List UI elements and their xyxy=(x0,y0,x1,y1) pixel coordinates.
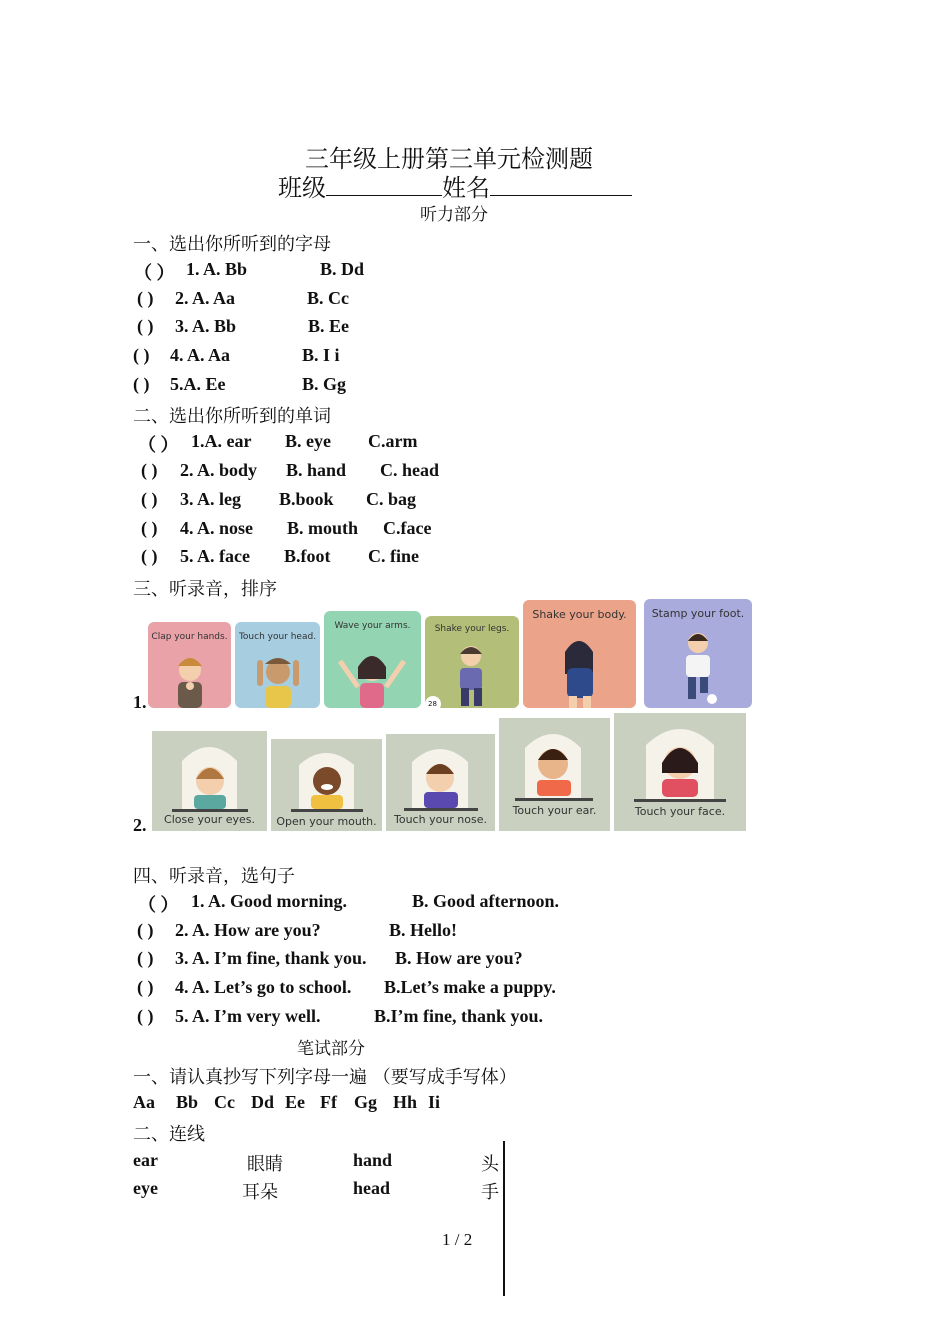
picture-card-stamp-foot xyxy=(644,599,752,708)
picture-card-close-eyes xyxy=(152,731,267,831)
answer-paren[interactable]: ( ) xyxy=(137,977,154,997)
picture-card-shake-legs xyxy=(425,616,519,708)
name-blank[interactable] xyxy=(490,175,632,196)
picture-card-touch-head xyxy=(235,622,320,708)
row2-number: 2. xyxy=(133,815,147,835)
boy-stamping-foot-illustration xyxy=(644,599,752,708)
card-caption: Touch your ear. xyxy=(512,804,597,817)
letter-pair: Bb xyxy=(176,1092,199,1112)
option-a: 4. A. Aa xyxy=(170,345,231,365)
picture-card-clap-hands xyxy=(148,622,231,708)
class-name-line xyxy=(278,168,632,203)
document-title: 三年级上册第三单元检测题 xyxy=(305,145,593,173)
card-caption: Stamp your foot. xyxy=(651,607,745,620)
option-c: C.face xyxy=(383,518,432,538)
girl-clapping-illustration xyxy=(148,622,231,708)
card-caption: Open your mouth. xyxy=(276,815,377,828)
letter-pair: Aa xyxy=(133,1092,155,1112)
card-caption: Shake your body. xyxy=(532,608,627,621)
option-b: B. Cc xyxy=(307,288,349,308)
option-b: B.book xyxy=(279,489,334,509)
option-a: 2. A. Aa xyxy=(175,288,236,308)
option-b: B. I i xyxy=(302,345,340,365)
option-b: B. Dd xyxy=(320,259,365,279)
card-caption: Wave your arms. xyxy=(334,621,411,631)
picture-card-touch-nose xyxy=(386,734,495,831)
sec1-heading: 一、选出你所听到的字母 xyxy=(133,234,331,255)
page-number-tag: 28 xyxy=(428,700,437,708)
option-a: 4. A. Let’s go to school. xyxy=(175,977,352,997)
option-a: 3. A. leg xyxy=(180,489,241,509)
option-b: B. eye xyxy=(285,431,331,451)
option-b: B. Ee xyxy=(308,316,350,336)
boy-shaking-legs-illustration xyxy=(425,616,519,708)
letter-pair: Ii xyxy=(428,1092,441,1112)
answer-paren[interactable]: ( ) xyxy=(137,948,154,968)
written-section-header: 笔试部分 xyxy=(297,1039,365,1059)
answer-paren[interactable]: ( ) xyxy=(137,920,154,940)
answer-paren[interactable]: （ ） xyxy=(138,895,179,915)
answer-paren[interactable]: ( ) xyxy=(133,345,150,365)
option-a: 2. A. How are you? xyxy=(175,920,321,940)
letter-pair: Gg xyxy=(354,1092,378,1112)
match-chinese-left[interactable]: 耳朵 xyxy=(242,1182,278,1203)
class-label: 班级 xyxy=(278,174,326,202)
option-a: 1. A. Bb xyxy=(186,259,248,279)
option-a: 2. A. body xyxy=(180,460,258,480)
card-caption: Shake your legs. xyxy=(434,624,510,634)
answer-paren[interactable]: ( ) xyxy=(141,489,158,509)
listening-section-header: 听力部分 xyxy=(420,205,488,225)
w2-heading: 二、连线 xyxy=(133,1124,205,1145)
w1-heading: 一、请认真抄写下列字母一遍 （要写成手写体） xyxy=(133,1067,517,1088)
letter-pair: Dd xyxy=(251,1092,275,1112)
answer-paren[interactable]: ( ) xyxy=(137,288,154,308)
option-a: 1.A. ear xyxy=(191,431,252,451)
answer-paren[interactable]: ( ) xyxy=(133,374,150,394)
option-a: 4. A. nose xyxy=(180,518,254,538)
option-b: B.I’m fine, thank you. xyxy=(374,1006,544,1026)
picture-card-touch-face xyxy=(614,713,746,831)
option-b: B. How are you? xyxy=(395,948,523,968)
answer-paren[interactable]: ( ) xyxy=(141,546,158,566)
letter-pair: Ee xyxy=(285,1092,305,1112)
girl-waving-illustration xyxy=(324,611,421,708)
option-c: C.arm xyxy=(368,431,418,451)
option-b: B. Gg xyxy=(302,374,347,394)
card-caption: Touch your head. xyxy=(238,632,317,642)
card-caption: Clap your hands. xyxy=(151,632,228,642)
vertical-divider xyxy=(503,1141,505,1296)
picture-card-touch-ear xyxy=(499,718,610,831)
match-english-left[interactable]: eye xyxy=(133,1178,158,1198)
class-blank[interactable] xyxy=(326,175,442,196)
option-a: 5. A. face xyxy=(180,546,250,566)
option-a: 5. A. I’m very well. xyxy=(175,1006,321,1026)
match-chinese-left[interactable]: 眼睛 xyxy=(247,1154,283,1175)
option-b: B. hand xyxy=(286,460,347,480)
picture-card-shake-body xyxy=(523,600,636,708)
match-english-right[interactable]: hand xyxy=(353,1150,393,1170)
option-b: B. Good afternoon. xyxy=(412,891,560,911)
option-a: 3. A. Bb xyxy=(175,316,237,336)
answer-paren[interactable]: （ ） xyxy=(134,263,175,283)
picture-card-open-mouth xyxy=(271,739,382,831)
page-footer: 1 / 2 xyxy=(442,1230,473,1249)
boy-touching-head-illustration xyxy=(235,622,320,708)
answer-paren[interactable]: ( ) xyxy=(137,1006,154,1026)
match-english-right[interactable]: head xyxy=(353,1178,391,1198)
option-b: B.Let’s make a puppy. xyxy=(384,977,556,997)
match-english-left[interactable]: ear xyxy=(133,1150,158,1170)
card-caption: Touch your nose. xyxy=(394,813,487,826)
option-a: 5.A. Ee xyxy=(170,374,226,394)
letter-pair: Hh xyxy=(393,1092,418,1112)
option-b: B. mouth xyxy=(287,518,359,538)
picture-card-wave-arms xyxy=(324,611,421,708)
card-caption: Close your eyes. xyxy=(164,813,255,826)
option-a: 1. A. Good morning. xyxy=(191,891,348,911)
girl-shaking-body-illustration xyxy=(523,600,636,708)
card-caption: Touch your face. xyxy=(634,805,726,818)
option-c: C. head xyxy=(380,460,440,480)
answer-paren[interactable]: （ ） xyxy=(138,435,179,455)
answer-paren[interactable]: ( ) xyxy=(141,460,158,480)
sec2-heading: 二、选出你所听到的单词 xyxy=(133,406,331,427)
letter-pair: Cc xyxy=(214,1092,235,1112)
option-c: C. bag xyxy=(366,489,417,509)
option-b: B. Hello! xyxy=(389,920,457,940)
sec4-heading: 四、听录音，选句子 xyxy=(133,866,295,887)
answer-paren[interactable]: ( ) xyxy=(141,518,158,538)
sec3-heading: 三、听录音，排序 xyxy=(133,579,277,600)
option-a: 3. A. I’m fine, thank you. xyxy=(175,948,367,968)
letter-pair: Ff xyxy=(320,1092,337,1112)
row1-number: 1. xyxy=(133,692,147,712)
name-label: 姓名 xyxy=(442,174,490,202)
match-chinese-right[interactable]: 手 xyxy=(481,1182,499,1203)
answer-paren[interactable]: ( ) xyxy=(137,316,154,336)
option-b: B.foot xyxy=(284,546,331,566)
match-chinese-right[interactable]: 头 xyxy=(481,1154,499,1175)
option-c: C. fine xyxy=(368,546,419,566)
